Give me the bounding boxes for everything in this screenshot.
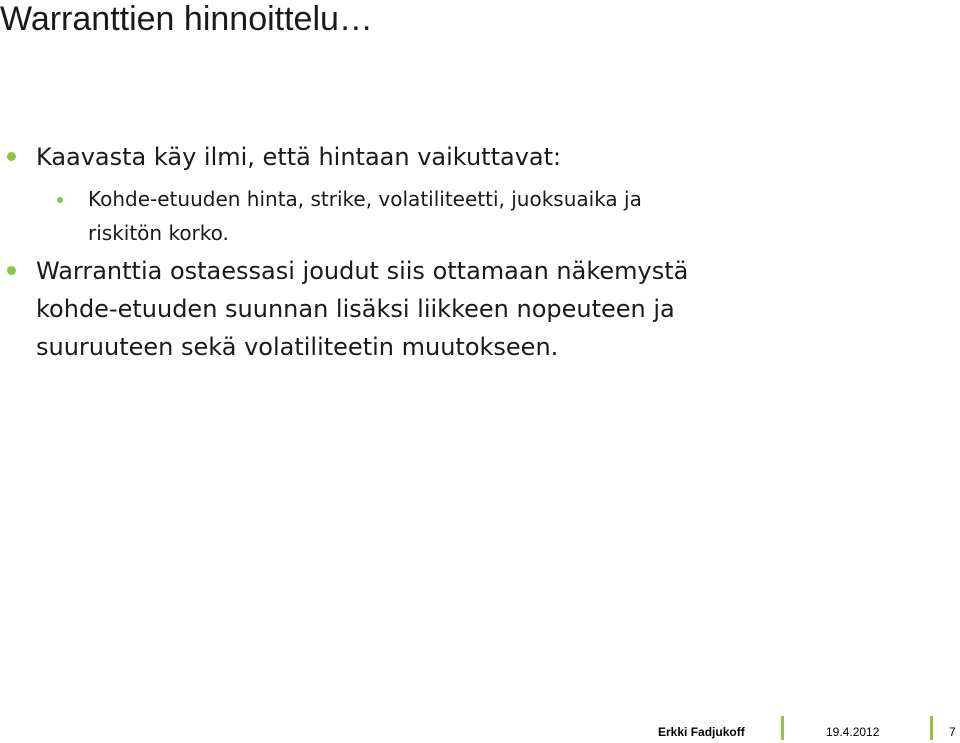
bullet-text-line3: suuruuteen sekä volatiliteetin muutokseen. [36,333,559,361]
footer-divider [781,716,784,740]
sub-bullet-text-line2: riskitön korko. [88,221,229,245]
footer-divider [930,716,933,740]
sub-bullet-marker [57,197,63,203]
bullet-marker [7,266,16,275]
footer-author: Erkki Fadjukoff [658,725,745,739]
sub-bullet-text-line1: Kohde-etuuden hinta, strike, volatiliteetti, juoksuaika ja [88,187,642,211]
slide-title: Warranttien hinnoittelu… [0,0,373,38]
bullet-text-line2: kohde-etuuden suunnan lisäksi liikkeen nopeuteen ja [36,295,675,323]
bullet-text: Kaavasta käy ilmi, että hintaan vaikuttavat: [36,143,562,171]
page-number: 7 [949,725,956,739]
bullet-text-line1: Warranttia ostaessasi joudut siis ottamaan näkemystä [36,257,689,285]
footer-date: 19.4.2012 [826,725,880,739]
bullet-marker [7,152,16,161]
